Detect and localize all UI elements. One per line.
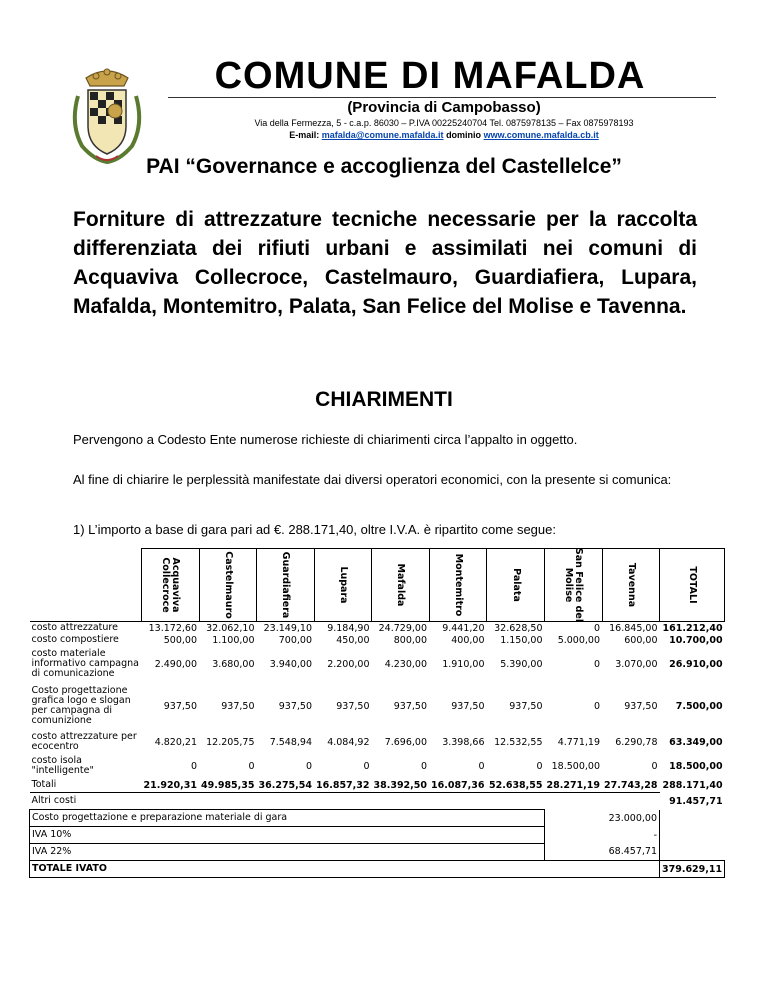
progettazione-value: 23.000,00 (545, 810, 660, 827)
table-cell: 1.100,00 (212, 634, 255, 646)
progettazione-row (30, 810, 725, 827)
email-link[interactable]: mafalda@comune.mafalda.it (321, 130, 444, 140)
table-cell: 18.500,00 (669, 760, 723, 772)
table-cell: 0 (536, 760, 543, 772)
table-cell: 9.184,90 (314, 622, 372, 635)
table-cell: 0 (363, 760, 370, 772)
table-row (30, 646, 725, 682)
header-divider (168, 97, 716, 98)
table-cell: 937,50 (278, 700, 312, 712)
table-cell: 161.212,40 (660, 622, 725, 635)
header-empty-cell (30, 549, 142, 622)
row-label: costo attrezzature per ecocentro (31, 731, 137, 752)
altri-costi-value: 91.457,71 (669, 795, 723, 807)
table-cell: 0 (420, 760, 427, 772)
table-row (30, 622, 725, 635)
table-cell: 52.638,55 (489, 779, 543, 791)
table-cell: 3.680,00 (212, 658, 255, 670)
table-cell: 24.729,00 (372, 622, 430, 635)
col-header-lupara: Lupara (314, 549, 372, 622)
table-cell: 28.271,19 (546, 779, 600, 791)
paragraph-intro: Pervengono a Codesto Ente numerose richieste di chiarimenti circa l’appalto in oggetto. (73, 432, 578, 447)
email-label: E-mail: (289, 130, 320, 140)
table-cell: 0 (651, 760, 658, 772)
pai-title: PAI “Governance e accoglienza del Castellelce” (146, 155, 622, 178)
table-cell: 6.290,78 (615, 736, 658, 748)
iva22-label: IVA 22% (30, 844, 545, 861)
table-cell: 0 (593, 700, 600, 712)
table-cell: 500,00 (163, 634, 197, 646)
iva10-label: IVA 10% (30, 827, 545, 844)
table-cell: 288.171,40 (662, 779, 723, 791)
section-title: CHIARIMENTI (315, 388, 453, 411)
table-cell: 26.910,00 (669, 658, 723, 670)
table-cell: 4.084,92 (327, 736, 370, 748)
row-label: Totali (31, 779, 57, 790)
table-cell: 21.920,31 (143, 779, 197, 791)
row-label: costo isola "intelligente" (31, 755, 94, 776)
table-cell: 4.771,19 (557, 736, 600, 748)
table-cell: 450,00 (336, 634, 370, 646)
table-cell: 4.820,21 (154, 736, 197, 748)
municipal-crest-logo (66, 64, 148, 166)
col-header-castelmauro: Castelmauro (199, 549, 257, 622)
col-header-montemitro: Montemitro (429, 549, 487, 622)
table-cell: 7.548,94 (269, 736, 312, 748)
table-cell: 937,50 (221, 700, 255, 712)
table-cell: 32.062,10 (199, 622, 257, 635)
table-cell: 5.390,00 (500, 658, 543, 670)
table-row (30, 682, 725, 730)
iva22-value: 68.457,71 (545, 844, 660, 861)
dominio-label: dominio (446, 130, 482, 140)
website-link[interactable]: www.comune.mafalda.cb.it (483, 130, 599, 140)
table-cell: 12.205,75 (206, 736, 255, 748)
table-row (30, 730, 725, 754)
table-cell: 23.149,10 (257, 622, 315, 635)
cost-table (29, 548, 725, 878)
totale-ivato-row (30, 861, 725, 878)
table-cell: 36.275,54 (258, 779, 312, 791)
table-cell: 0 (545, 622, 603, 635)
table-cell: 3.070,00 (615, 658, 658, 670)
table-cell: 18.500,00 (551, 760, 600, 772)
col-header-palata: Palata (487, 549, 545, 622)
altri-costi-row (30, 793, 725, 810)
table-cell: 937,50 (163, 700, 197, 712)
province-subtitle: (Provincia di Campobasso) (347, 99, 541, 116)
table-cell: 1.910,00 (442, 658, 485, 670)
totale-ivato-value: 379.629,11 (660, 861, 725, 878)
table-cell: 10.700,00 (669, 634, 723, 646)
table-cell: 63.349,00 (669, 736, 723, 748)
table-cell: 700,00 (278, 634, 312, 646)
totale-ivato-label: TOTALE IVATO (30, 861, 660, 878)
col-header-san-felice: San Felice del Molise (545, 549, 603, 622)
row-label: costo attrezzature (30, 622, 142, 635)
table-cell: 32.628,50 (487, 622, 545, 635)
table-cell: 27.743,28 (604, 779, 658, 791)
table-cell: 3.398,66 (442, 736, 485, 748)
row-label: costo materiale informativo campagna di comunicazione (31, 648, 139, 679)
table-cell: 12.532,55 (494, 736, 543, 748)
table-row (30, 754, 725, 778)
table-cell: 16.845,00 (602, 622, 660, 635)
progettazione-label: Costo progettazione e preparazione materiale di gara (30, 810, 545, 827)
table-cell: 800,00 (393, 634, 427, 646)
table-cell: 5.000,00 (557, 634, 600, 646)
table-cell: 937,50 (336, 700, 370, 712)
altri-costi-label: Altri costi (30, 793, 660, 810)
col-header-acquaviva: Acquaviva Collecroce (142, 549, 200, 622)
table-cell: 2.490,00 (154, 658, 197, 670)
iva10-row (30, 827, 725, 844)
table-cell: 2.200,00 (327, 658, 370, 670)
table-cell: 13.172,60 (142, 622, 200, 635)
contact-line (170, 130, 718, 140)
table-cell: 0 (478, 760, 485, 772)
iva22-row (30, 844, 725, 861)
table-row (30, 778, 725, 793)
header-row (30, 549, 725, 622)
table-cell: 16.857,32 (316, 779, 370, 791)
table-cell: 937,50 (624, 700, 658, 712)
subject-heading: Forniture di attrezzature tecniche necessarie per la raccolta differenziata dei rifiuti urbani e assimilati nei comuni di Acquaviva Collecroce, Castelmauro, Guardiafiera, Lupara, Mafalda, Montemitro, Palata, San Felice del Molise e Tavenna. (73, 208, 697, 318)
table-cell: 937,50 (451, 700, 485, 712)
table-cell: 1.150,00 (500, 634, 543, 646)
table-cell: 600,00 (624, 634, 658, 646)
table-cell: 937,50 (509, 700, 543, 712)
municipality-title: COMUNE DI MAFALDA (214, 55, 646, 97)
paragraph-purpose: Al fine di chiarire le perplessità manifestate dai diversi operatori economici, con la presente si comunica: (73, 472, 672, 487)
col-header-mafalda: Mafalda (372, 549, 430, 622)
table-cell: 7.500,00 (675, 700, 723, 712)
address-line: Via della Fermezza, 5 - c.a.p. 86030 – P.IVA 00225240704 Tel. 0875978135 – Fax 0875978193 (254, 118, 634, 128)
table-cell: 7.696,00 (384, 736, 427, 748)
row-label: Costo progettazione grafica logo e slogan per campagna di comunizione (31, 685, 131, 726)
table-cell: 0 (190, 760, 197, 772)
col-header-guardiafiera: Guardiafiera (257, 549, 315, 622)
paragraph-amount: 1) L’importo a base di gara pari ad €. 288.171,40, oltre I.V.A. è ripartito come segue: (73, 522, 556, 537)
table-cell: 0 (305, 760, 312, 772)
table-row (30, 634, 725, 646)
col-header-totali: TOTALI (660, 549, 725, 622)
table-cell: 937,50 (393, 700, 427, 712)
table-cell: 3.940,00 (269, 658, 312, 670)
table-cell: 0 (248, 760, 255, 772)
row-label: costo compostiere (31, 634, 119, 645)
table-cell: 49.985,35 (201, 779, 255, 791)
table-cell: 4.230,00 (384, 658, 427, 670)
col-header-tavenna: Tavenna (602, 549, 660, 622)
table-cell: 9.441,20 (429, 622, 487, 635)
iva10-value: - (545, 827, 660, 844)
table-cell: 38.392,50 (373, 779, 427, 791)
table-cell: 0 (593, 658, 600, 670)
table-cell: 16.087,36 (431, 779, 485, 791)
table-cell: 400,00 (451, 634, 485, 646)
